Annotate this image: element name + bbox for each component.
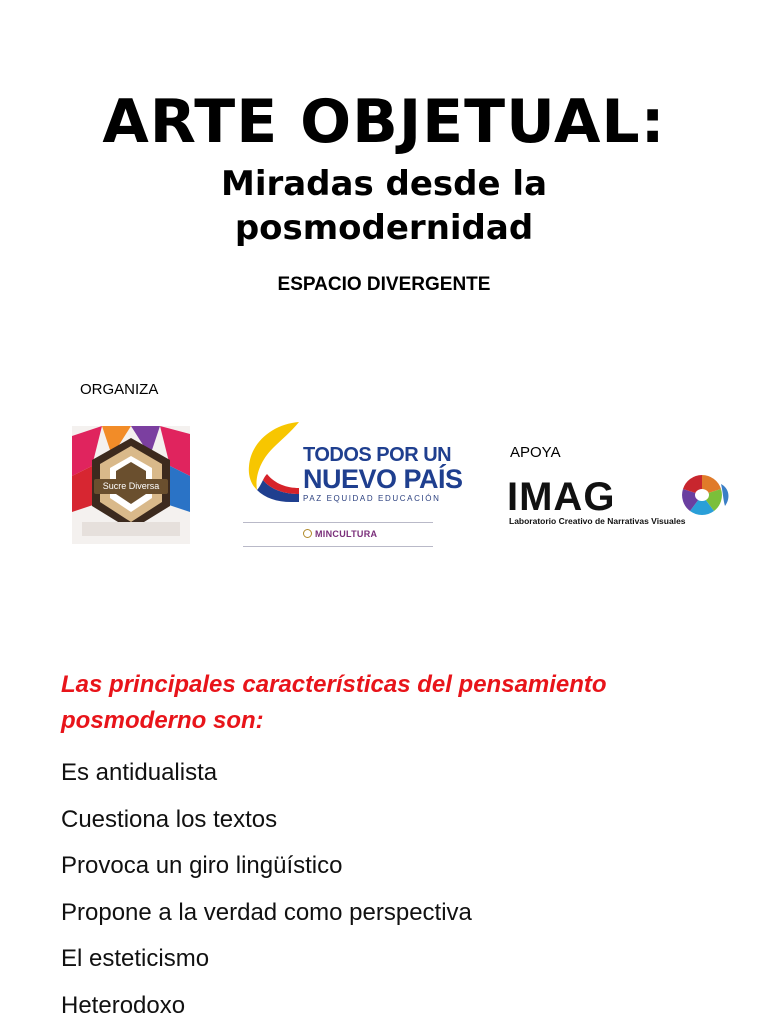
sucre-diversa-text: Sucre Diversa <box>94 479 168 494</box>
logo-divider <box>243 522 433 523</box>
list-item: Provoca un giro lingüístico <box>61 843 472 890</box>
todos-line2: NUEVO PAÍS <box>303 464 463 495</box>
slide-title: ARTE OBJETUAL: <box>0 84 768 160</box>
list-item: Cuestiona los textos <box>61 797 472 844</box>
content-heading: Las principales características del pensamiento posmoderno son: <box>61 667 701 739</box>
slide-subtitle: Miradas desde la posmodernidad <box>184 162 584 250</box>
sucre-diversa-logo <box>72 426 190 544</box>
list-item: Es antidualista <box>61 750 472 797</box>
list-item: Propone a la verdad como perspectiva <box>61 890 472 937</box>
todos-tagline: PAZ EQUIDAD EDUCACIÓN <box>303 494 440 503</box>
todos-line1: TODOS POR UN <box>303 444 451 467</box>
imag-logo <box>505 470 737 532</box>
list-item: El esteticismo <box>61 936 472 983</box>
apoya-label: APOYA <box>510 443 561 463</box>
imag-tagline: Laboratorio Creativo de Narrativas Visuales <box>509 516 686 526</box>
imag-wordmark: IMAG <box>507 476 615 518</box>
list-item: Heterodoxo <box>61 983 472 1029</box>
camera-aperture-icon <box>671 474 733 516</box>
space-name: ESPACIO DIVERGENTE <box>0 272 768 298</box>
characteristics-list <box>61 750 472 1029</box>
mincultura-text: MINCULTURA <box>315 529 377 539</box>
organiza-label: ORGANIZA <box>80 380 158 400</box>
colombia-swoosh-icon <box>243 418 303 518</box>
todos-por-un-nuevo-pais-logo <box>243 418 433 548</box>
ministry-seal-icon <box>303 529 312 538</box>
logo-divider-bottom <box>243 546 433 547</box>
